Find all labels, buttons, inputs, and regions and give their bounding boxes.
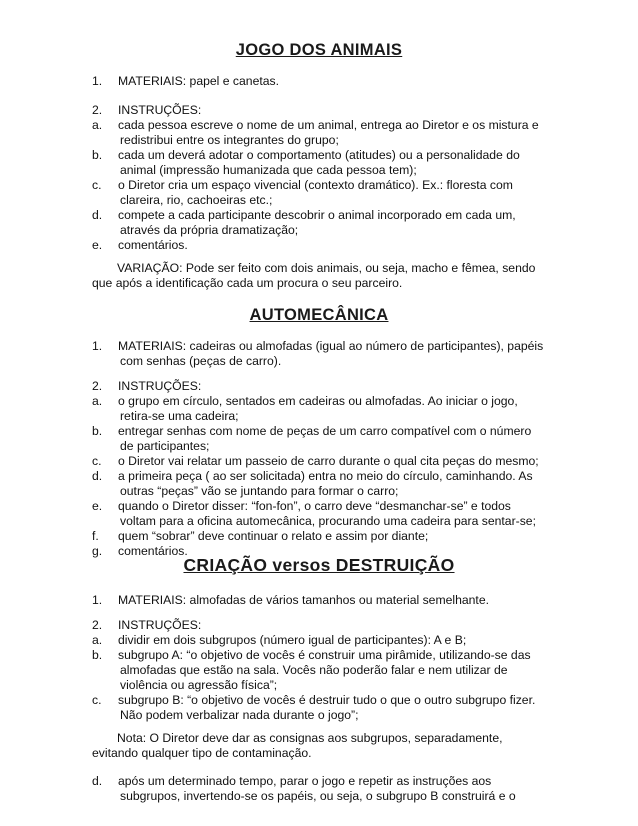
list-item-continuation: subgrupos, invertendo-se os papéis, ou seja, o subgrupo B construirá e o [120, 789, 516, 803]
list-item [92, 529, 622, 544]
list-item [92, 593, 622, 608]
list-item-continuation: Não podem verbalizar nada durante o jogo”; [120, 708, 359, 722]
list-item [92, 618, 622, 633]
item-text: MATERIAIS: papel e canetas. [118, 74, 279, 88]
item-label: d. [92, 469, 103, 483]
note-paragraph-cont: evitando qualquer tipo de contaminação. [92, 746, 312, 760]
item-text: cada pessoa escreve o nome de um animal, entrega ao Diretor e os mistura e [118, 118, 539, 132]
list-item [92, 693, 622, 708]
item-label: g. [92, 544, 103, 558]
list-item [92, 454, 622, 469]
item-text: comentários. [118, 544, 188, 558]
item-text: compete a cada participante descobrir o animal incorporado em cada um, [118, 208, 516, 222]
list-item [92, 118, 622, 133]
list-item [92, 774, 622, 789]
list-item [92, 178, 622, 193]
item-label: a. [92, 633, 103, 647]
item-text: a primeira peça ( ao ser solicitada) entra no meio do círculo, caminhando. As [118, 469, 533, 483]
item-label: b. [92, 148, 103, 162]
list-item-continuation: violência ou agressão física”; [120, 678, 278, 692]
item-label: 1. [92, 74, 103, 88]
list-item [92, 103, 622, 118]
section-title-jogo-dos-animais: JOGO DOS ANIMAIS [235, 41, 403, 59]
list-item [92, 469, 622, 484]
item-label: 2. [92, 103, 103, 117]
list-item-continuation: outras “peças” vão se juntando para formar o carro; [120, 484, 399, 498]
item-label: b. [92, 648, 103, 662]
item-text: comentários. [118, 238, 188, 252]
list-item-continuation: retira-se uma cadeira; [120, 409, 239, 423]
list-item-continuation: redistribui entre os integrantes do grupo; [120, 133, 339, 147]
item-label: 1. [92, 339, 103, 353]
item-label: e. [92, 238, 103, 252]
item-text: entregar senhas com nome de peças de um carro compatível com o número [118, 424, 532, 438]
item-label: d. [92, 774, 103, 788]
item-text: subgrupo B: “o objetivo de vocês é destruir tudo o que o outro subgrupo fizer. [118, 693, 536, 707]
list-item [92, 238, 622, 253]
note-paragraph: Nota: O Diretor deve dar as consignas aos subgrupos, separadamente, [117, 731, 503, 745]
item-text: INSTRUÇÕES: [118, 103, 202, 117]
item-label: c. [92, 693, 102, 707]
item-text: MATERIAIS: cadeiras ou almofadas (igual ao número de participantes), papéis [118, 339, 544, 353]
item-text: quando o Diretor disser: “fon-fon”, o carro deve “desmanchar-se” e todos [118, 499, 511, 513]
item-text: INSTRUÇÕES: [118, 379, 202, 393]
item-text: o Diretor vai relatar um passeio de carro durante o qual cita peças do mesmo; [118, 454, 539, 468]
list-item-continuation: voltam para a oficina automecânica, procurando uma cadeira para sentar-se; [120, 514, 536, 528]
list-item-continuation: de participantes; [120, 439, 210, 453]
list-item [92, 499, 622, 514]
item-text: dividir em dois subgrupos (número igual de participantes): A e B; [118, 633, 467, 647]
list-item [92, 208, 622, 223]
variation-paragraph: VARIAÇÃO: Pode ser feito com dois animais, ou seja, macho e fêmea, sendo [117, 261, 536, 275]
item-label: 2. [92, 618, 103, 632]
list-item [92, 148, 622, 163]
item-label: 2. [92, 379, 103, 393]
item-text: quem “sobrar” deve continuar o relato e assim por diante; [118, 529, 429, 543]
list-item [92, 394, 622, 409]
item-label: a. [92, 118, 103, 132]
item-label: b. [92, 424, 103, 438]
list-item-continuation: com senhas (peças de carro). [120, 354, 282, 368]
item-label: 1. [92, 593, 103, 607]
section-title-criacao-destruicao: CRIAÇÃO versos DESTRUIÇÃO [183, 555, 455, 575]
item-text: o grupo em círculo, sentados em cadeiras ou almofadas. Ao iniciar o jogo, [118, 394, 518, 408]
list-item [92, 339, 622, 354]
item-label: d. [92, 208, 103, 222]
list-item [92, 379, 622, 394]
item-label: c. [92, 454, 102, 468]
section-title-automecanica: AUTOMECÂNICA [249, 306, 389, 324]
item-text: cada um deverá adotar o comportamento (atitudes) ou a personalidade do [118, 148, 520, 162]
item-text: INSTRUÇÕES: [118, 618, 202, 632]
list-item [92, 633, 622, 648]
list-item-continuation: almofadas que estão na sala. Vocês não poderão falar e nem utilizar de [120, 663, 508, 677]
list-item-continuation: através da própria dramatização; [120, 223, 299, 237]
item-text: o Diretor cria um espaço vivencial (contexto dramático). Ex.: floresta com [118, 178, 513, 192]
list-item-continuation: animal (impressão humanizada que cada pessoa tem); [120, 163, 417, 177]
item-label: a. [92, 394, 103, 408]
item-label: e. [92, 499, 103, 513]
item-label: c. [92, 178, 102, 192]
list-item [92, 74, 622, 89]
item-text: subgrupo A: “o objetivo de vocês é construir uma pirâmide, utilizando-se das [118, 648, 531, 662]
list-item [92, 424, 622, 439]
item-label: f. [92, 529, 99, 543]
list-item [92, 648, 622, 663]
item-text: após um determinado tempo, parar o jogo e repetir as instruções aos [118, 774, 492, 788]
item-text: MATERIAIS: almofadas de vários tamanhos ou material semelhante. [118, 593, 489, 607]
list-item-continuation: clareira, rio, cachoeiras etc.; [120, 193, 273, 207]
variation-paragraph-cont: que após a identificação cada um procura o seu parceiro. [92, 276, 403, 290]
